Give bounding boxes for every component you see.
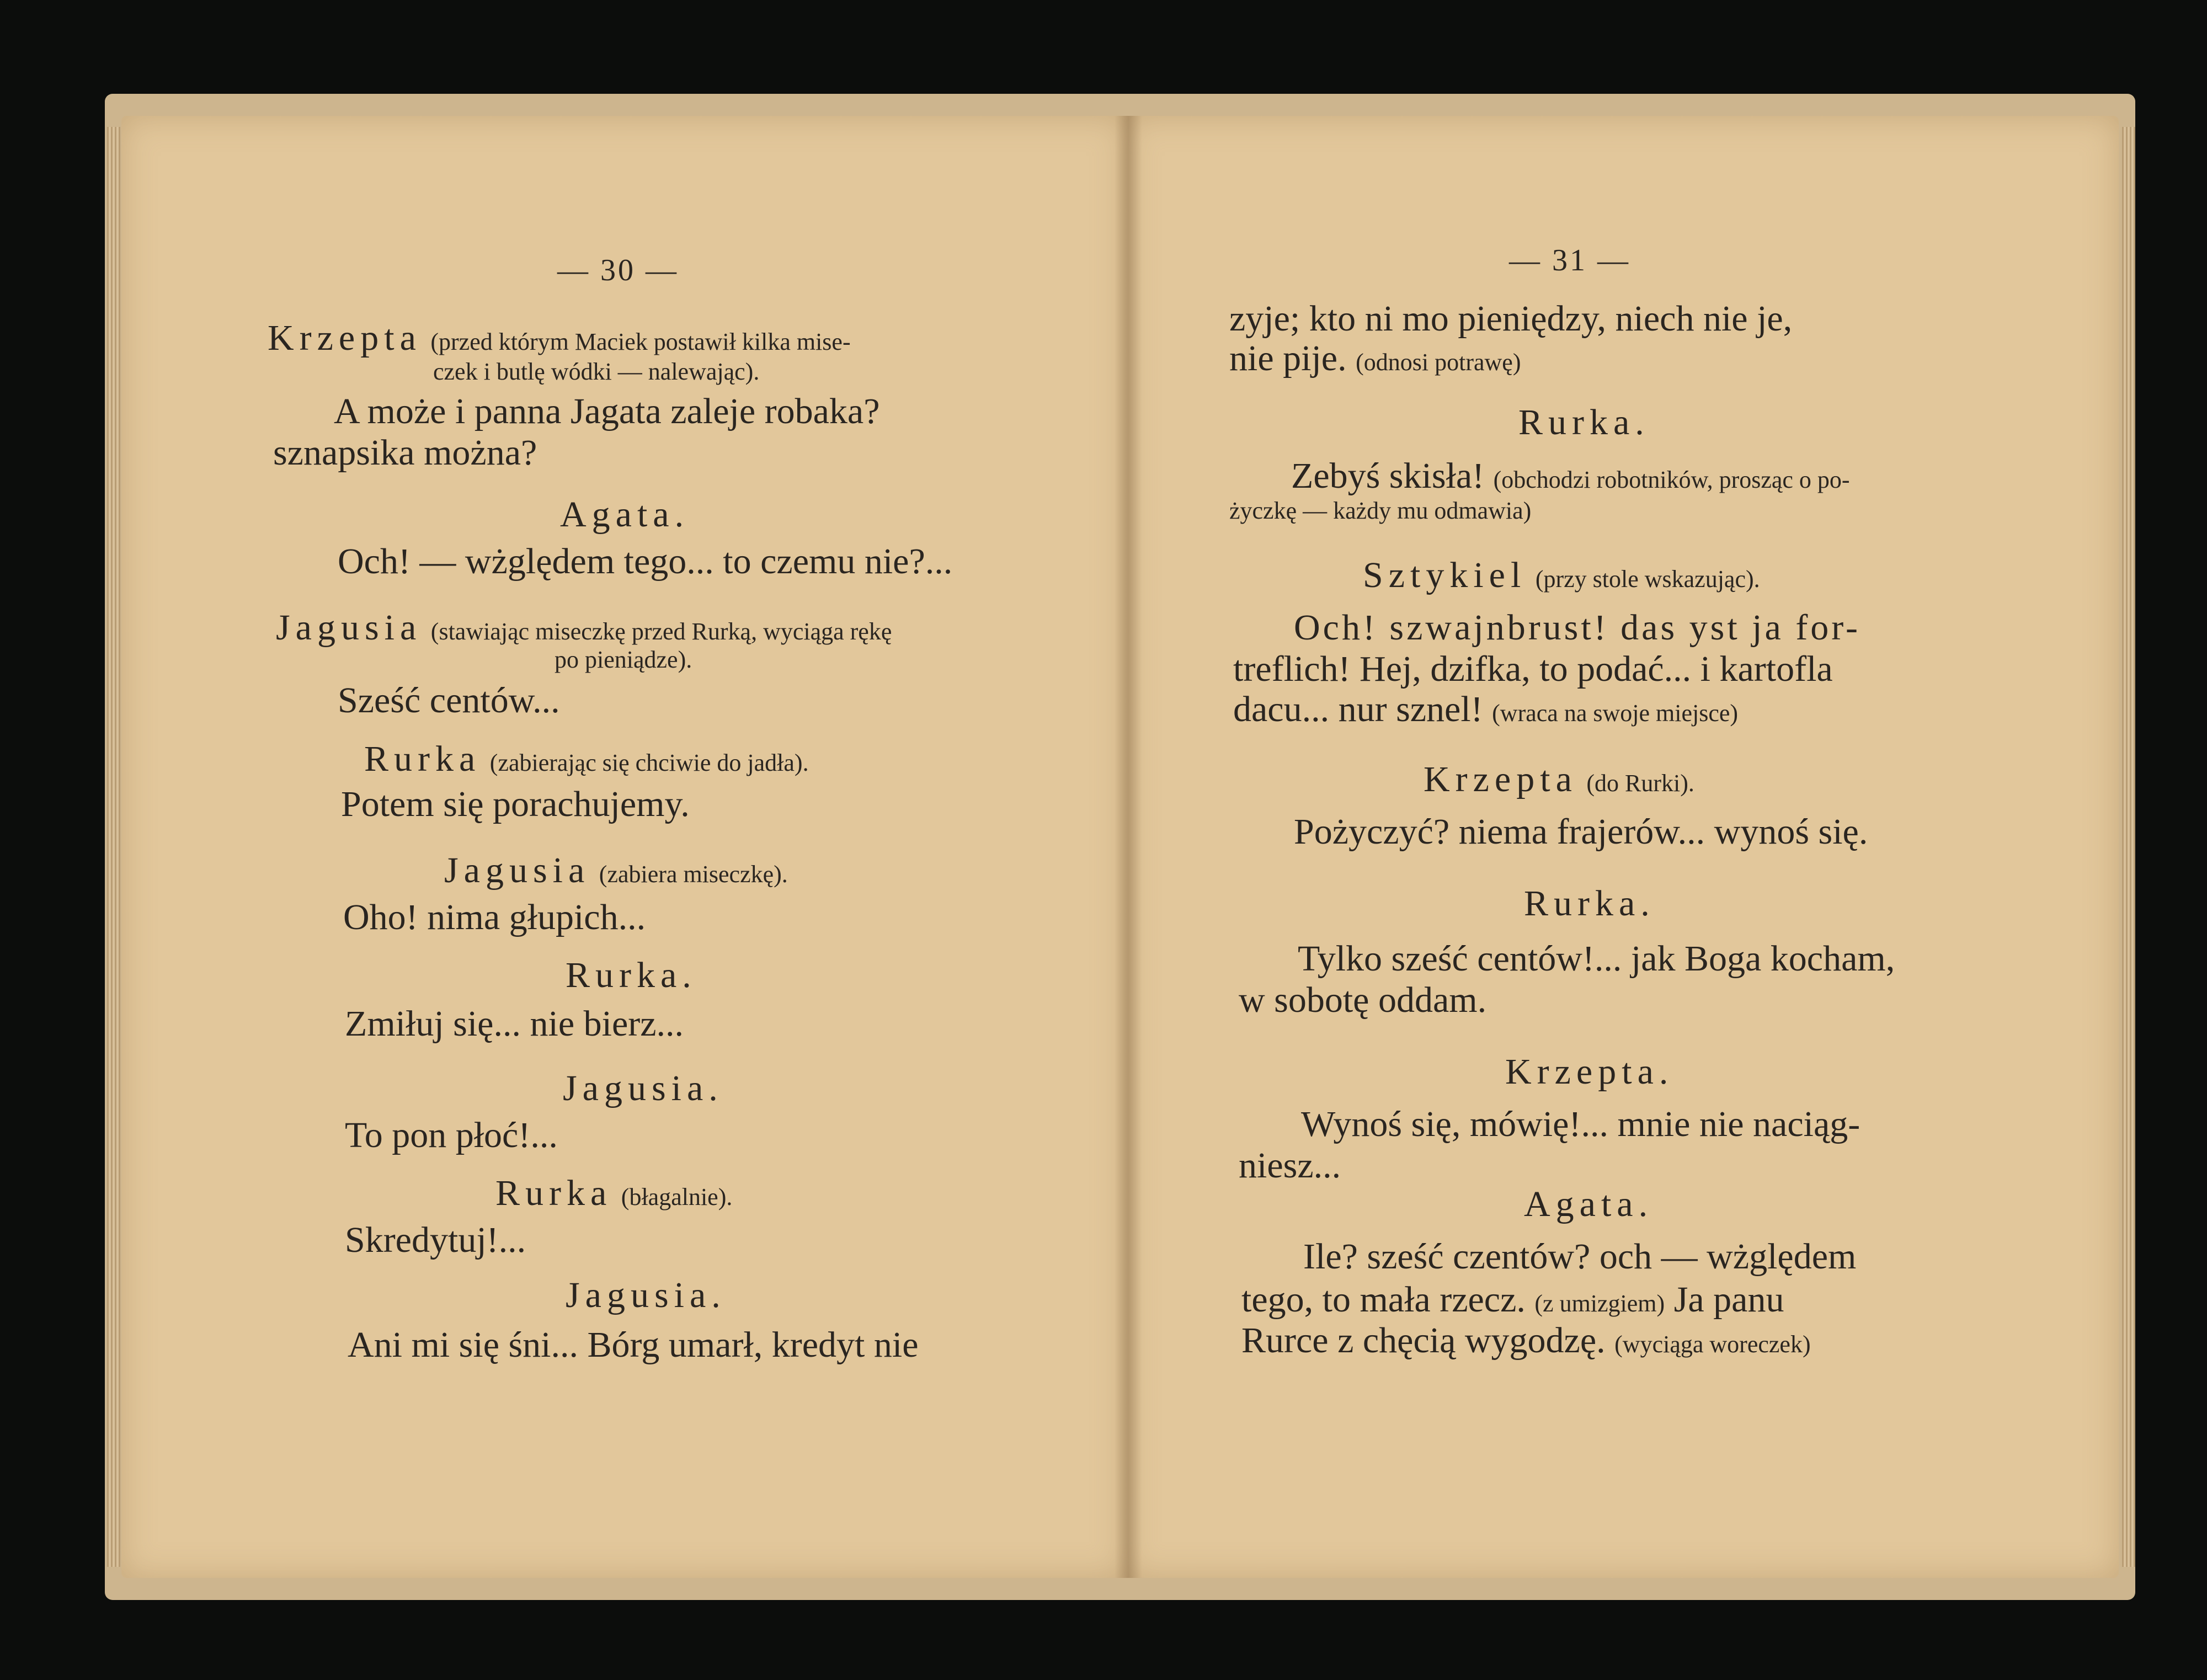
book-gutter bbox=[1115, 116, 1142, 1578]
dialogue-line: Oho! nima głupich... bbox=[343, 897, 646, 937]
stage-direction: (wraca na swoje miejsce) bbox=[1492, 700, 1739, 727]
stage-direction: czek i butlę wódki — nalewając). bbox=[433, 358, 760, 385]
line bbox=[364, 738, 809, 780]
line bbox=[276, 607, 892, 649]
dialogue-line: Pożyczyć? niema frajerów... wynoś się. bbox=[1294, 812, 1868, 852]
line bbox=[1229, 338, 1521, 380]
dialogue-line: Wynoś się, mówię!... mnie nie naciąg- bbox=[1301, 1104, 1861, 1144]
stage-direction: (obchodzi robotników, prosząc o po- bbox=[1493, 466, 1850, 493]
dialogue-line: Ile? sześć czentów? och — wżględem bbox=[1303, 1236, 1857, 1277]
stage-direction: po pieniądze). bbox=[555, 646, 692, 673]
dialogue-text: nie pije. bbox=[1229, 338, 1347, 378]
speaker-name: Rurka. bbox=[1524, 883, 1655, 924]
dialogue-line: treflich! Hej, dzifka, to podać... i kartofla bbox=[1233, 649, 1833, 689]
page-number-left: — 30 — bbox=[557, 253, 679, 287]
page-number-right: — 31 — bbox=[1509, 243, 1630, 278]
stage-direction: (stawiając miseczkę przed Rurką, wyciąga rękę bbox=[430, 618, 892, 645]
dialogue-text: Ja panu bbox=[1673, 1279, 1784, 1320]
speaker-name: Jagusia bbox=[276, 607, 422, 648]
dialogue-line: Ani mi się śni... Bórg umarł, kredyt nie bbox=[348, 1325, 919, 1365]
stage-direction: (wyciąga woreczek) bbox=[1614, 1331, 1811, 1358]
stage-direction: (odnosi potrawę) bbox=[1356, 349, 1521, 376]
stage-direction: (do Rurki). bbox=[1586, 770, 1694, 797]
dialogue-line: zyje; kto ni mo pieniędzy, niech nie je, bbox=[1229, 298, 1793, 339]
speaker-name: Sztykiel bbox=[1363, 555, 1527, 595]
page-edges-left bbox=[107, 127, 120, 1567]
speaker-name: Krzepta bbox=[1424, 759, 1577, 799]
stage-direction: (przy stole wskazując). bbox=[1535, 566, 1760, 593]
line bbox=[1363, 554, 1760, 596]
speaker-name: Jagusia. bbox=[563, 1068, 723, 1108]
speaker-name: Agata. bbox=[560, 494, 690, 535]
line bbox=[1241, 1279, 1784, 1321]
dialogue-line: Sześć centów... bbox=[338, 680, 560, 721]
dialogue-line: A może i panna Jagata zaleje robaka? bbox=[334, 391, 880, 431]
dialogue-line: Zmiłuj się... nie bierz... bbox=[345, 1004, 684, 1044]
dialogue-text: Zebyś skisła! bbox=[1291, 456, 1485, 496]
speaker-name: Krzepta. bbox=[1505, 1052, 1674, 1092]
stage-direction: (zabiera miseczkę). bbox=[599, 861, 788, 888]
dialogue-line: To pon płoć!... bbox=[345, 1115, 558, 1155]
dialogue-text: tego, to mała rzecz. bbox=[1241, 1279, 1526, 1320]
speaker-name: Jagusia. bbox=[566, 1275, 726, 1315]
stage-direction: (z umizgiem) bbox=[1534, 1290, 1665, 1317]
dialogue-line: Potem się porachujemy. bbox=[341, 784, 690, 824]
dialogue-text: dacu... nur sznel! bbox=[1233, 689, 1483, 729]
page-edges-right bbox=[2122, 127, 2135, 1567]
speaker-name: Rurka bbox=[364, 739, 481, 779]
dialogue-line: niesz... bbox=[1239, 1145, 1341, 1186]
speaker-name: Rurka. bbox=[566, 955, 697, 995]
stage-direction: (zabierając się chciwie do jadła). bbox=[489, 749, 809, 776]
speaker-name: Rurka. bbox=[1518, 402, 1650, 442]
stage-direction: (błagalnie). bbox=[621, 1183, 733, 1210]
speaker-name: Agata. bbox=[1524, 1184, 1654, 1224]
dialogue-line: sznapsika można? bbox=[273, 433, 537, 473]
line bbox=[1241, 1320, 1811, 1362]
dialogue-line: Skredytuj!... bbox=[345, 1220, 526, 1260]
line bbox=[444, 850, 788, 892]
dialogue-line: Och! — wżględem tego... to czemu nie?... bbox=[338, 541, 953, 582]
line bbox=[495, 1172, 732, 1214]
speaker-name: Krzepta bbox=[268, 318, 422, 358]
line bbox=[1233, 689, 1738, 730]
dialogue-text: Rurce z chęcią wygodzę. bbox=[1241, 1320, 1606, 1361]
stage-direction: (przed którym Maciek postawił kilka mise- bbox=[430, 328, 851, 355]
stage-direction: życzkę — każdy mu odmawia) bbox=[1229, 497, 1532, 524]
line bbox=[268, 317, 851, 359]
dialogue-line: w sobotę oddam. bbox=[1239, 980, 1487, 1020]
dialogue-line: Och! szwajnbrust! das yst ja for- bbox=[1294, 607, 1861, 648]
speaker-name: Rurka bbox=[495, 1173, 612, 1213]
line bbox=[1291, 455, 1850, 497]
dialogue-line: Tylko sześć centów!... jak Boga kocham, bbox=[1298, 938, 1895, 979]
speaker-name: Jagusia bbox=[444, 850, 590, 890]
line bbox=[1424, 759, 1694, 801]
